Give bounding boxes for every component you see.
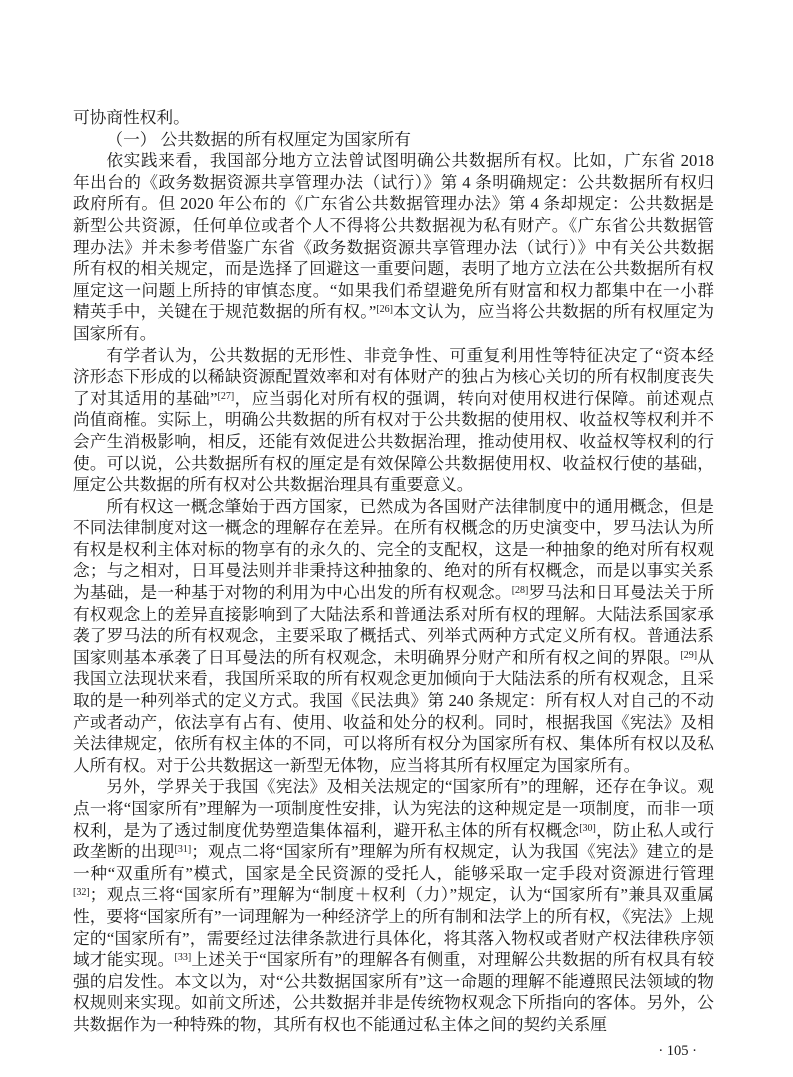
- paragraph-4: 有学者认为，公共数据的无形性、非竞争性、可重复利用性等特征决定了“资本经济形态下形成的以稀缺资源配置效率和对有体财产的独占为核心关切的所有权制度丧失了对其适用的基础”[27]，应当弱化对所有权的强调，转向对使用权进行保障。前述观点尚值商榷。实际上，明确公共数据的所有权对于公共数据的使用权、收益权等权利并不会产生消极影响，相反，还能有效促进公共数据治理，推动使用权、收益权等权利的行使。可以说，公共数据所有权的厘定是有效保障公共数据使用权、收益权行使的基础，厘定公共数据的所有权对公共数据治理具有重要意义。: [73, 345, 714, 495]
- paragraph-1: 可协商性权利。: [73, 108, 190, 127]
- footnote-ref: [26]: [376, 304, 393, 316]
- page-number: · 105 ·: [658, 1042, 697, 1059]
- footnote-ref: [30]: [579, 822, 596, 834]
- paragraph-5: 所有权这一概念肇始于西方国家，已然成为各国财产法律制度中的通用概念，但是不同法律制度对这一概念的理解存在差异。在所有权概念的历史演变中，罗马法认为所有权是权利主体对标的物享有的永久的、完全的支配权，这是一种抽象的绝对所有权观念；与之相对，日耳曼法则并非秉持这种抽象的、绝对的所有权概念，而是以事实关系为基础，是一种基于对物的利用为中心出发的所有权观念。[28]罗马法和日耳曼法关于所有权观念上的差异直接影响到了大陆法系和普通法系对所有权的理解。大陆法系国家承袭了罗马法的所有权观念，主要采取了概括式、列举式两种方式定义所有权。普通法系国家则基本承袭了日耳曼法的所有权观念，未明确界分财产和所有权之间的界限。[29]从我国立法现状来看，我国所采取的所有权观念更加倾向于大陆法系的所有权观念，且采取的是一种列举式的定义方式。我国《民法典》第 240 条规定：所有权人对自己的不动产或者动产，依法享有占有、使用、收益和处分的权利。同时，根据我国《宪法》及相关法律规定，依所有权主体的不同，可以将所有权分为国家所有权、集体所有权以及私人所有权。对于公共数据这一新型无体物，应当将其所有权厘定为国家所有。: [73, 496, 715, 775]
- footnote-ref: [29]: [680, 649, 698, 661]
- footnote-ref: [28]: [511, 585, 529, 597]
- footnote-ref: [32]: [73, 887, 90, 899]
- section-heading: （一） 公共数据的所有权厘定为国家所有: [106, 129, 411, 149]
- paragraph-6: 另外，学界关于我国《宪法》及相关法规定的“国家所有”的理解，还存在争议。观点一将“国家所有”理解为一项制度性安排，认为宪法的这种规定是一项制度，而非一项权利，是为了透过制度优势塑造集体福利，避开私主体的所有权概念[30]，防止私人或行政垄断的出现[31]；观点二将“国家所有”理解为所有权规定，认为我国《宪法》建立的是一种“双重所有”模式，国家是全民资源的受托人，能够采取一定手段对资源进行管理[32]；观点三将“国家所有”理解为“制度＋权利（力）”规定，认为“国家所有”兼具双重属性，要将“国家所有”一词理解为一种经济学上的所有制和法学上的所有权，《宪法》上规定的“国家所有”，需要经过法律条款进行具体化，将其落入物权或者财产权法律秩序领域才能实现。[33]上述关于“国家所有”的理解各有侧重，对理解公共数据的所有权具有较强的启发性。本文以为，对“公共数据国家所有”这一命题的理解不能遵照民法领域的物权规则来实现。如前文所述，公共数据并非是传统物权观念下所指向的客体。另外，公共数据作为一种特殊的物，其所有权也不能通过私主体之间的契约关系厘: [73, 777, 715, 1034]
- paragraph-3: 依实践来看，我国部分地方立法曾试图明确公共数据所有权。比如，广东省 2018 年出台的《政务数据资源共享管理办法（试行）》第 4 条明确规定：公共数据所有权归政府所有。但 2020 年公布的《广东省公共数据管理办法》第 4 条却规定：公共数据是新型公共资源，任何单位或者个人不得将公共数据视为私有财产。《广东省公共数据管理办法》并未参考借鉴广东省《政务数据资源共享管理办法（试行）》中有关公共数据所有权的相关规定，而是选择了回避这一重要问题，表明了地方立法在公共数据所有权厘定这一问题上所持的审慎态度。“如果我们希望避免所有财富和权力都集中在一小群精英手中，关键在于规范数据的所有权。”[26]本文认为，应当将公共数据的所有权厘定为国家所有。: [73, 151, 715, 343]
- page-content: [73, 107, 714, 1036]
- footnote-ref: [33]: [174, 952, 192, 964]
- footnote-ref: [31]: [174, 844, 192, 856]
- footnote-ref: [27]: [217, 390, 235, 402]
